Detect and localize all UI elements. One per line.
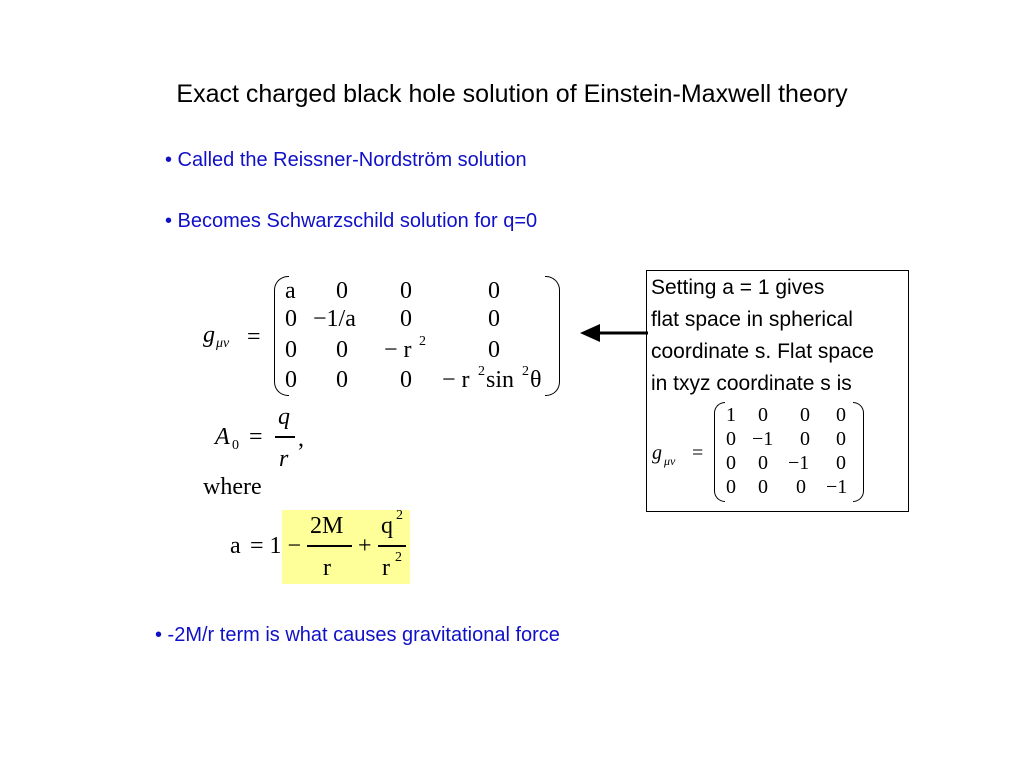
metric-lhs: g	[203, 322, 215, 348]
metric-cell-3-3: − r	[442, 367, 470, 393]
box-line-2: flat space in spherical	[651, 308, 853, 331]
slide-title: Exact charged black hole solution of Einstein-Maxwell theory	[176, 80, 848, 108]
potential-denominator: r	[279, 446, 289, 472]
metric-cell-3-1: 0	[336, 367, 348, 393]
a-def-frac1-den: r	[323, 555, 331, 581]
potential-lhs: A	[215, 424, 230, 450]
bullet-reissner-nordstrom: • Called the Reissner-Nordström solution	[165, 149, 527, 171]
metric-cell-2-3: 0	[488, 337, 500, 363]
metric-cell-1-1: −1/a	[313, 306, 356, 332]
a-def-frac2-den: r	[382, 555, 390, 581]
flat-cell-0-2: 0	[800, 404, 810, 426]
metric-cell-2-0: 0	[285, 337, 297, 363]
where-label: where	[203, 474, 262, 500]
potential-fraction-line	[275, 436, 295, 438]
flat-cell-0-3: 0	[836, 404, 846, 426]
a-def-frac2-line	[378, 545, 406, 547]
metric-equals: =	[247, 324, 261, 350]
box-line-3: coordinate s. Flat space	[651, 340, 874, 363]
metric-cell-0-1: 0	[336, 278, 348, 304]
flat-cell-3-0: 0	[726, 476, 736, 498]
metric-r-squared-exp: 2	[419, 334, 426, 349]
metric-cell-0-0: a	[285, 278, 296, 304]
metric-theta: θ	[530, 367, 542, 393]
flat-metric-lhs: g	[652, 442, 662, 464]
flat-cell-1-1: −1	[752, 428, 774, 450]
a-def-frac2-num-exp: 2	[396, 508, 403, 523]
flat-metric-right-paren	[853, 402, 864, 502]
flat-cell-0-0: 1	[726, 404, 736, 426]
flat-cell-1-2: 0	[800, 428, 810, 450]
metric-cell-0-3: 0	[488, 278, 500, 304]
a-def-frac2-den-exp: 2	[395, 550, 402, 565]
arrow-left-icon	[578, 318, 650, 348]
box-line-1: Setting a = 1 gives	[651, 276, 825, 299]
potential-comma: ,	[298, 426, 304, 452]
metric-sin: sin	[486, 367, 515, 393]
a-def-frac1-num: 2M	[310, 513, 344, 539]
flat-cell-2-2: −1	[788, 452, 810, 474]
bullet-gravitational-force: • -2M/r term is what causes gravitational force	[155, 624, 560, 646]
flat-cell-2-1: 0	[758, 452, 768, 474]
flat-metric-lhs-sub: μν	[664, 454, 676, 468]
metric-right-paren	[545, 276, 560, 396]
metric-cell-0-2: 0	[400, 278, 412, 304]
potential-lhs-sub: 0	[232, 438, 239, 453]
flat-cell-1-3: 0	[836, 428, 846, 450]
flat-cell-2-3: 0	[836, 452, 846, 474]
metric-cell-1-3: 0	[488, 306, 500, 332]
box-line-4: in txyz coordinate s is	[651, 372, 852, 395]
potential-equals: =	[249, 424, 263, 450]
metric-cell-2-1: 0	[336, 337, 348, 363]
a-def-frac1-line	[307, 545, 352, 547]
metric-cell-2-2: − r	[384, 337, 412, 363]
metric-cell-1-2: 0	[400, 306, 412, 332]
flat-cell-3-1: 0	[758, 476, 768, 498]
a-def-one-minus: = 1 −	[250, 533, 302, 559]
potential-numerator: q	[278, 404, 290, 430]
flat-cell-3-2: 0	[796, 476, 806, 498]
flat-metric-equals: =	[692, 442, 704, 464]
metric-lhs-sub: μν	[216, 336, 230, 351]
a-def-plus: +	[358, 533, 372, 559]
metric-cell-3-2: 0	[400, 367, 412, 393]
metric-r2-exp: 2	[478, 364, 485, 379]
metric-cell-3-0: 0	[285, 367, 297, 393]
flat-cell-1-0: 0	[726, 428, 736, 450]
flat-cell-2-0: 0	[726, 452, 736, 474]
metric-sin-exp: 2	[522, 364, 529, 379]
flat-metric-left-paren	[714, 402, 725, 502]
bullet-schwarzschild: • Becomes Schwarzschild solution for q=0	[165, 210, 538, 232]
a-def-lhs: a	[230, 533, 241, 559]
flat-cell-3-3: −1	[826, 476, 848, 498]
a-def-frac2-num: q	[381, 513, 393, 539]
flat-cell-0-1: 0	[758, 404, 768, 426]
metric-cell-1-0: 0	[285, 306, 297, 332]
